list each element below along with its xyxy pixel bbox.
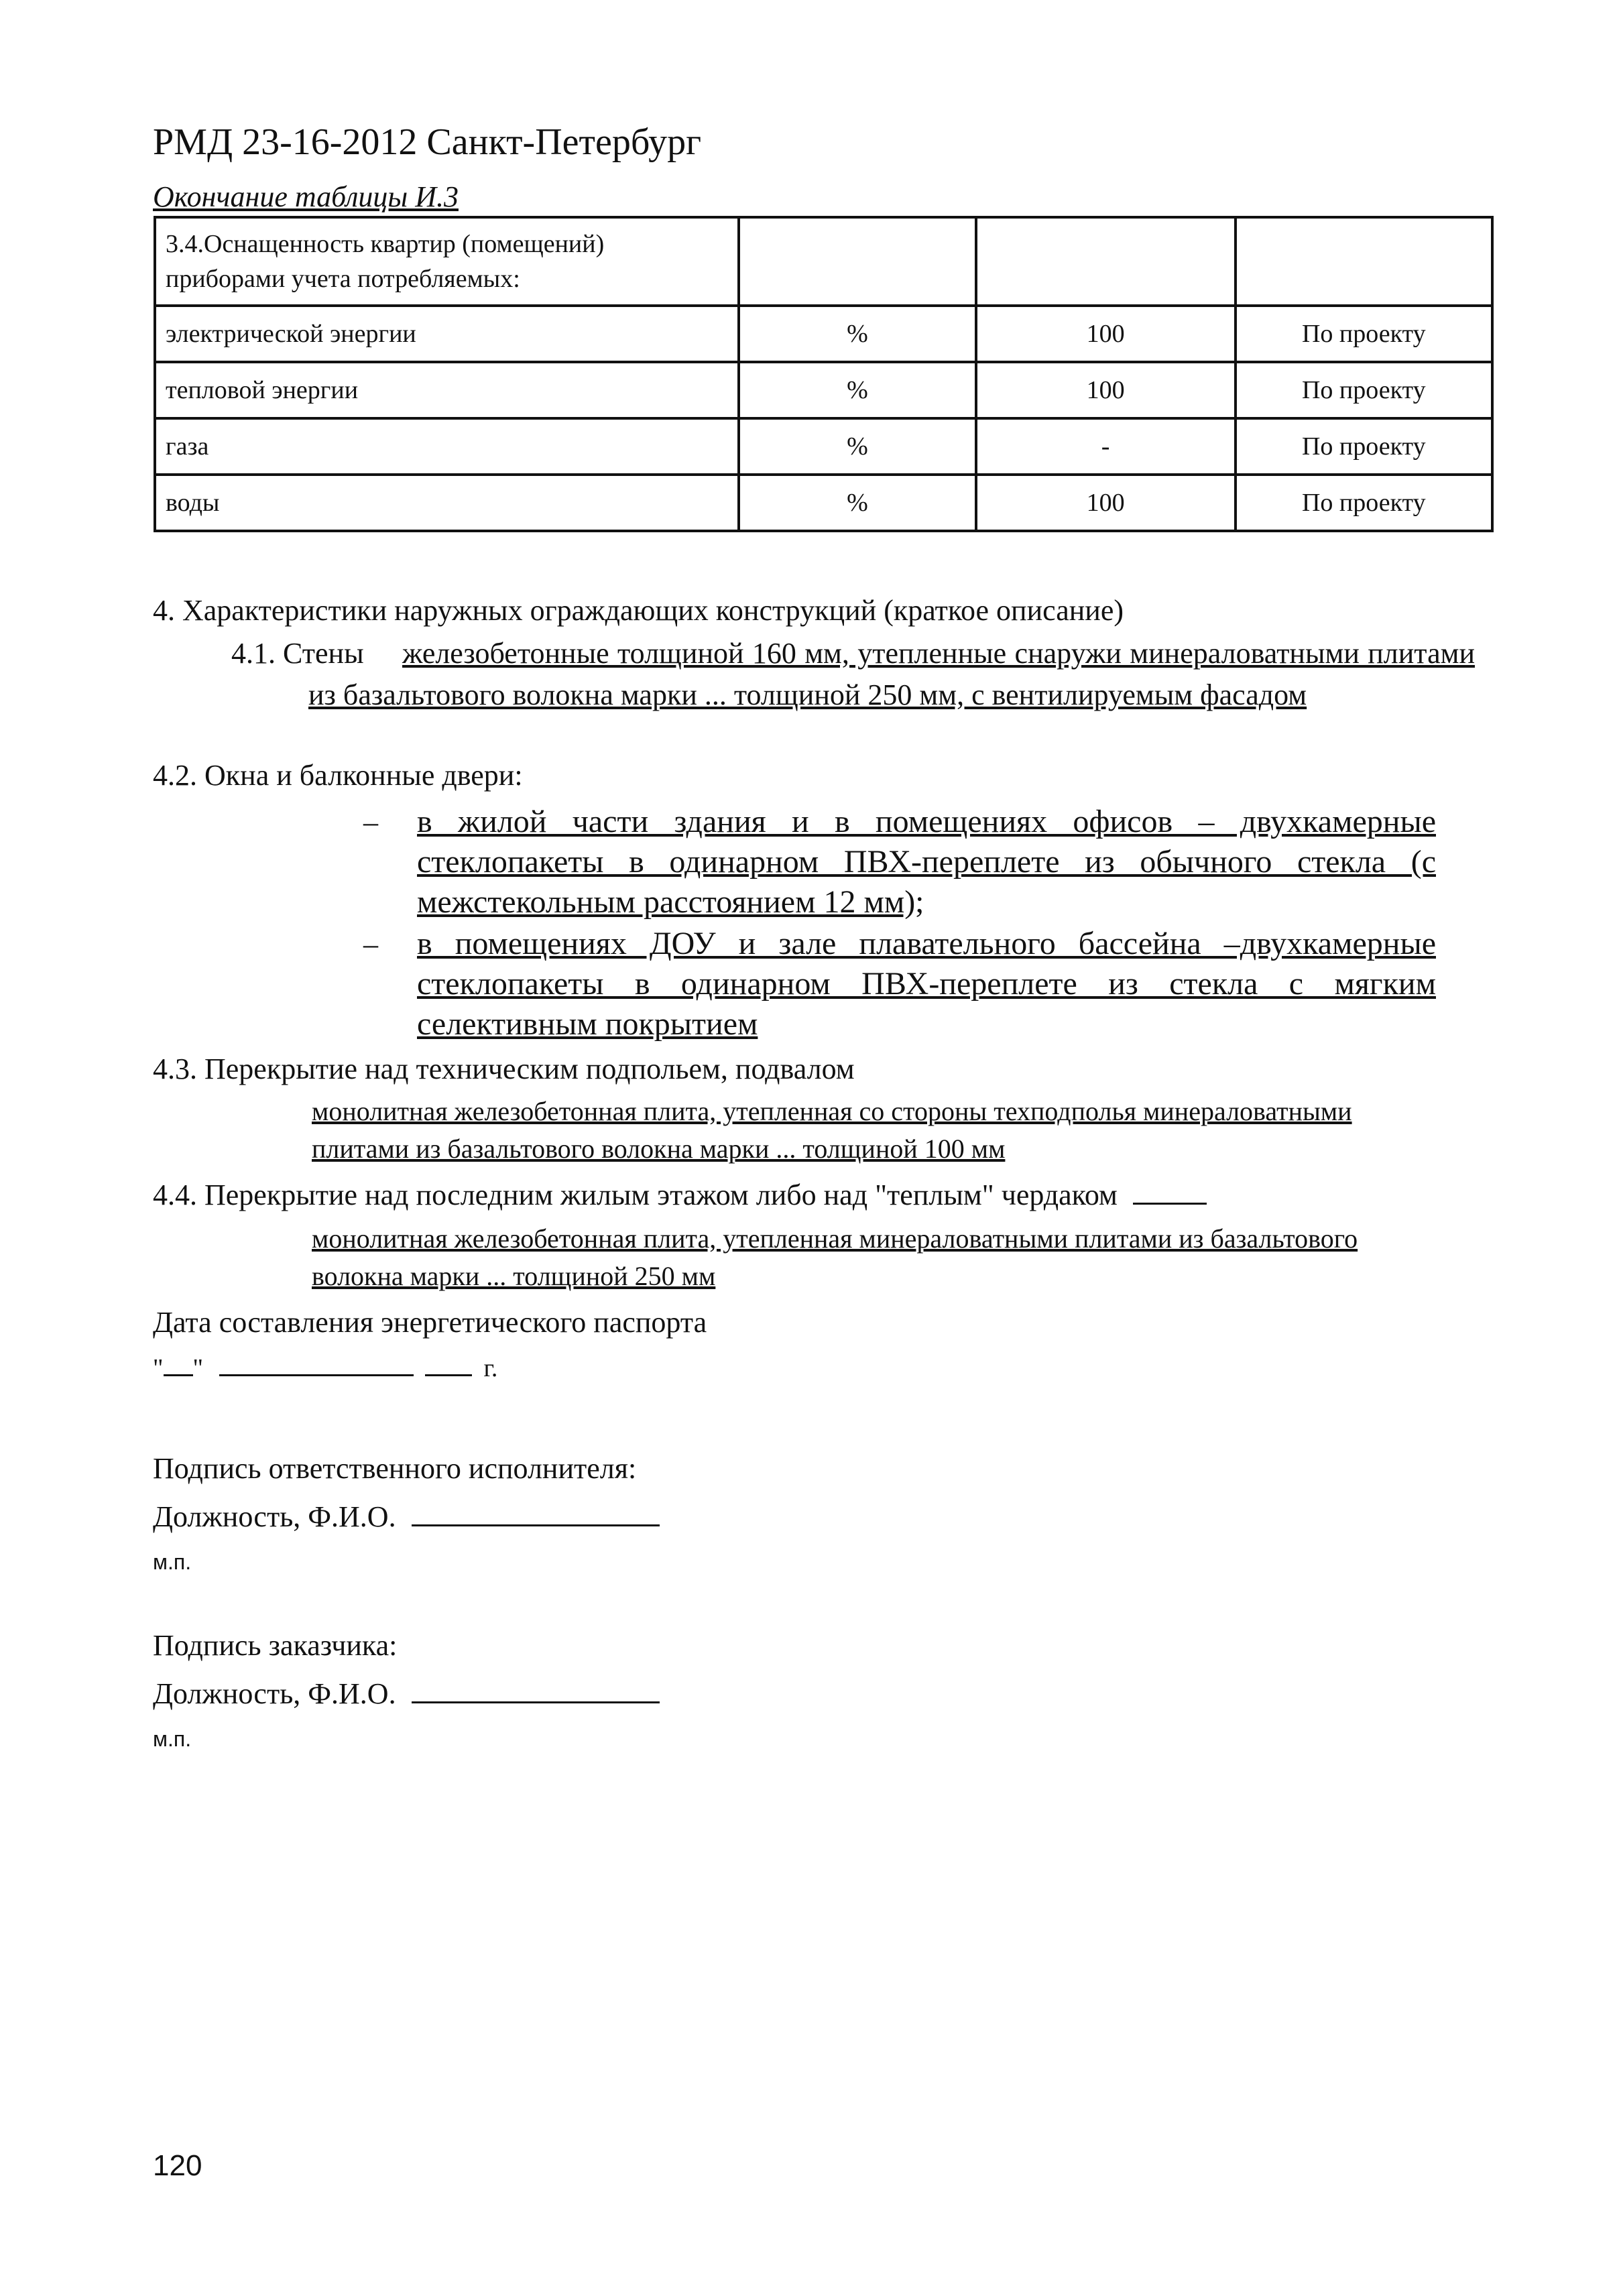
section-4-4-body	[312, 1220, 1438, 1295]
row-unit: %	[739, 362, 975, 418]
metering-table	[154, 216, 1494, 532]
quote-close: "	[192, 1354, 204, 1382]
blank-line	[1133, 1176, 1207, 1205]
row-name: тепловой энергии	[155, 362, 739, 418]
section-4-1-text: железобетонные толщиной 160 мм, утепленные снаружи минераловатными плитами из базальтового волокна марки ... толщиной 250 мм, с вентилируемым фасадом	[308, 637, 1475, 711]
section-4-2-label: 4.2. Окна и балконные двери:	[153, 759, 523, 792]
windows-item-1-text: в жилой части здания и в помещениях офисов – двухкамерные стеклопакеты в одинарном ПВХ-переплете из обычного стекла (с межстекольным расстоянием 12 мм);	[417, 804, 1436, 920]
bullet-dash: –	[363, 806, 378, 839]
section-4-1-body	[308, 633, 1475, 716]
executor-stamp: м.п.	[153, 1550, 192, 1574]
section-4-4-text: монолитная железобетонная плита, утепленная минераловатными плитами из базальтового волокна марки ... толщиной 250 мм	[312, 1223, 1358, 1291]
row-unit: %	[739, 306, 975, 362]
year-suffix: г.	[483, 1354, 498, 1382]
row-name: электрической энергии	[155, 306, 739, 362]
row-note: По проекту	[1236, 306, 1492, 362]
section-4-1-label: 4.1. Стены	[231, 637, 364, 670]
table-row	[155, 306, 1492, 362]
section-4-3-text: монолитная железобетонная плита, утепленная со стороны техподполья минераловатными плитами из базальтового волокна марки ... толщиной 100 мм	[312, 1096, 1352, 1164]
date-label: Дата составления энергетического паспорта	[153, 1306, 707, 1339]
table-cell-empty	[976, 217, 1236, 306]
section-4-3-label: 4.3. Перекрытие над техническим подпольем, подвалом	[153, 1052, 855, 1085]
customer-position-line	[153, 1673, 660, 1715]
page-number: 120	[153, 2149, 202, 2182]
row-note: По проекту	[1236, 418, 1492, 475]
row-note: По проекту	[1236, 475, 1492, 531]
row-value: 100	[976, 475, 1236, 531]
table-row	[155, 475, 1492, 531]
executor-signature-label: Подпись ответственного исполнителя:	[153, 1452, 637, 1485]
windows-item-2	[417, 924, 1436, 1044]
row-name: воды	[155, 475, 739, 531]
row-value: 100	[976, 362, 1236, 418]
bullet-dash: –	[363, 928, 378, 961]
windows-item-2-text: в помещениях ДОУ и зале плавательного бассейна –двухкамерные стеклопакеты в одинарном ПВХ-переплете из стекла с мягким селективным покрытием	[417, 926, 1436, 1042]
section-4-4-label-line	[153, 1174, 1207, 1216]
table-row	[155, 418, 1492, 475]
row-unit: %	[739, 418, 975, 475]
table-header-row	[155, 217, 1492, 306]
customer-stamp: м.п.	[153, 1727, 192, 1751]
windows-item-1	[417, 802, 1436, 922]
section-4-3-body	[312, 1093, 1438, 1168]
month-blank	[219, 1347, 414, 1376]
table-row	[155, 362, 1492, 418]
table-head-label: 3.4.Оснащенность квартир (помещений) приборами учета потребляемых:	[155, 217, 739, 306]
row-unit: %	[739, 475, 975, 531]
row-value: -	[976, 418, 1236, 475]
date-blank	[153, 1347, 497, 1389]
section-4-heading: 4. Характеристики наружных ограждающих конструкций (краткое описание)	[153, 594, 1124, 627]
section-4-4-label: 4.4. Перекрытие над последним жилым этажом либо над "теплым" чердаком	[153, 1179, 1118, 1211]
table-cell-empty	[739, 217, 975, 306]
year-blank	[425, 1347, 472, 1376]
row-value: 100	[976, 306, 1236, 362]
customer-signature-label: Подпись заказчика:	[153, 1629, 398, 1662]
customer-position-label: Должность, Ф.И.О.	[153, 1677, 396, 1710]
day-blank	[164, 1347, 193, 1376]
table-cell-empty	[1236, 217, 1492, 306]
executor-position-line	[153, 1496, 660, 1538]
executor-position-label: Должность, Ф.И.О.	[153, 1500, 396, 1533]
quote-open: "	[153, 1354, 164, 1382]
document-header: РМД 23-16-2012 Санкт-Петербург	[153, 121, 702, 163]
customer-name-blank	[412, 1675, 660, 1703]
row-note: По проекту	[1236, 362, 1492, 418]
executor-name-blank	[412, 1498, 660, 1526]
row-name: газа	[155, 418, 739, 475]
table-continuation-caption: Окончание таблицы И.3	[153, 180, 459, 213]
